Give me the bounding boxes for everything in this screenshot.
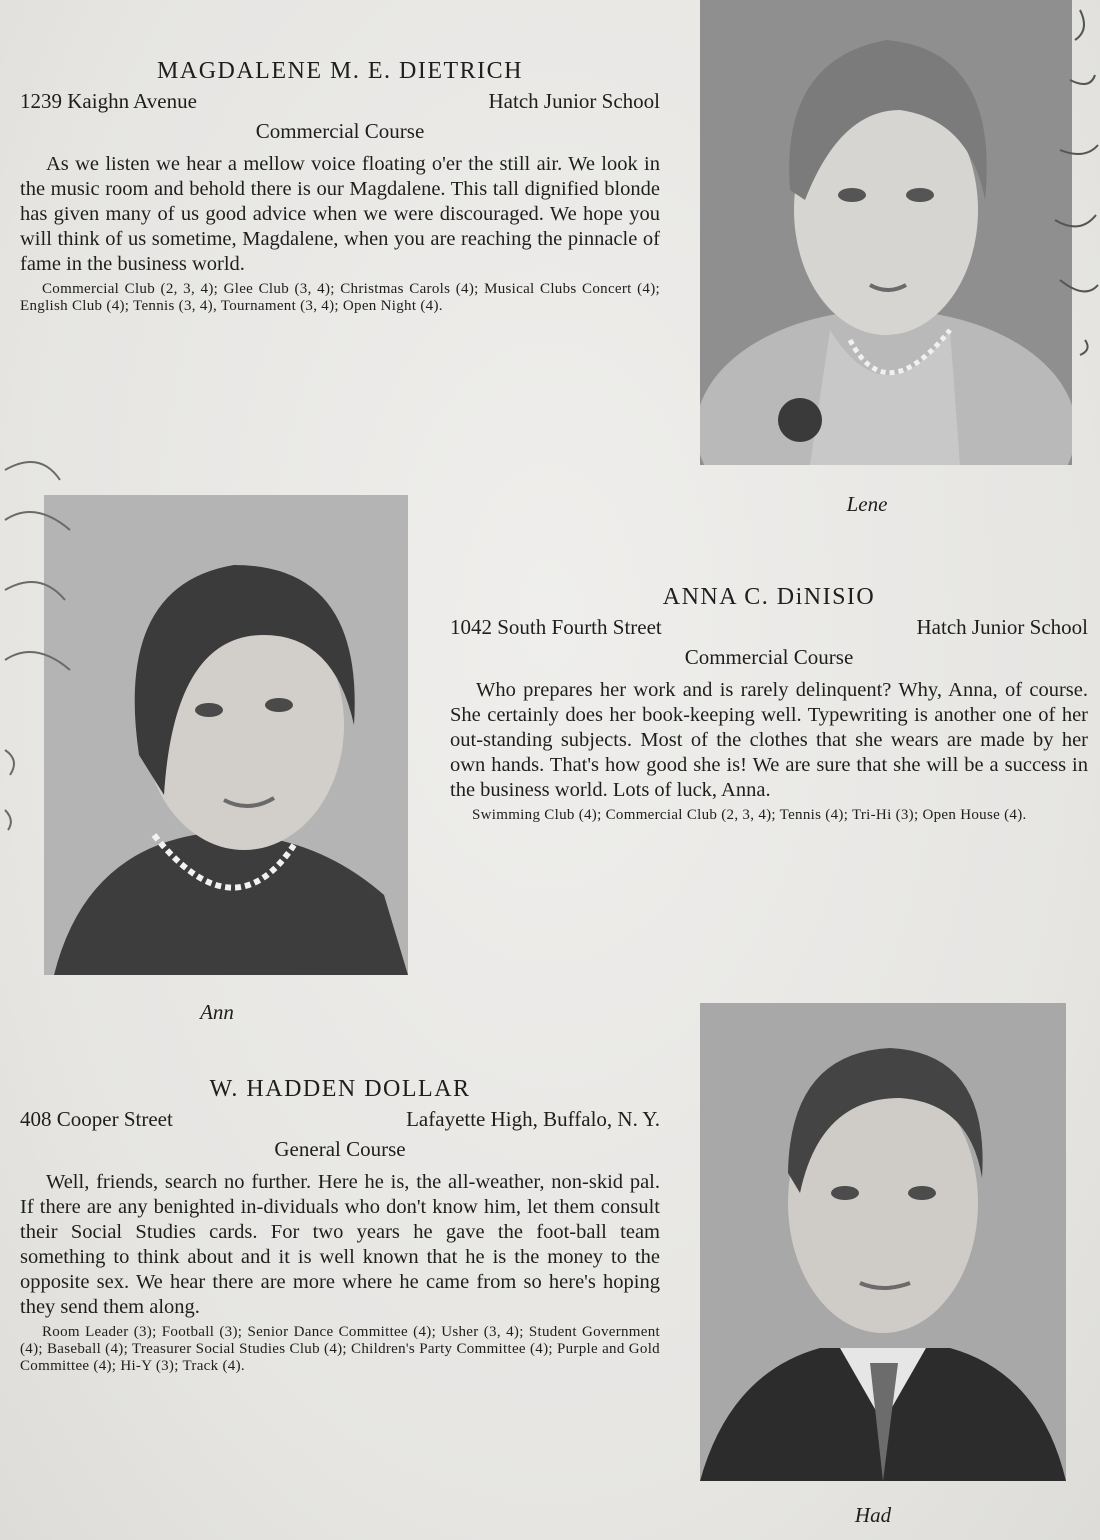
student-address: 408 Cooper Street	[20, 1107, 173, 1131]
course-name: Commercial Course	[684, 645, 854, 669]
handwriting-scribble	[0, 430, 80, 850]
address-row	[20, 1104, 660, 1134]
portrait-photo-dollar	[700, 1003, 1066, 1481]
student-address: 1042 South Fourth Street	[450, 615, 662, 639]
address-row	[450, 612, 1088, 642]
student-entry-dinisio	[450, 582, 1088, 824]
student-bio: Who prepares her work and is rarely delinquent? Why, Anna, of course. She certainly does her book-keeping well. Typewriting is another one of her out-standing subjects. Most of the clothes that she wears are made by her own hands. That's how good she is! We are sure that she will be a success in the business world. Lots of luck, Anna.	[450, 679, 1088, 801]
portrait-photo-dinisio	[44, 495, 408, 975]
student-entry-dollar	[20, 1074, 660, 1375]
student-address: 1239 Kaighn Avenue	[20, 89, 197, 113]
nickname: Lene	[846, 492, 888, 516]
address-row	[20, 86, 660, 116]
prior-school: Lafayette High, Buffalo, N. Y.	[406, 1107, 660, 1131]
course-name: Commercial Course	[255, 119, 425, 143]
student-name: ANNA C. DiNISIO	[662, 584, 876, 610]
student-activities: Room Leader (3); Football (3); Senior Dance Committee (4); Usher (3, 4); Student Government (4); Baseball (4); Treasurer Social Studies Club (4); Children's Party Committee (4); Purple and Gold Committee (4); Hi-Y (3); Track (4).	[20, 1324, 660, 1374]
student-entry-dietrich	[20, 56, 660, 315]
student-activities: Commercial Club (2, 3, 4); Glee Club (3, 4); Christmas Carols (4); Musical Clubs Concert (4); English Club (4); Tennis (3, 4), Tournament (3, 4); Open Night (4).	[20, 281, 660, 314]
student-bio: As we listen we hear a mellow voice floating o'er the still air. We look in the music room and behold there is our Magdalene. This tall dignified blonde has given many of us good advice when we were discouraged. We hope you will think of us sometime, Magdalene, when you are reaching the pinnacle of fame in the business world.	[20, 153, 660, 275]
prior-school: Hatch Junior School	[488, 89, 660, 113]
handwriting-scribble	[1030, 0, 1100, 370]
portrait-photo-dietrich	[700, 0, 1072, 465]
prior-school: Hatch Junior School	[916, 615, 1088, 639]
student-name: W. HADDEN DOLLAR	[209, 1076, 471, 1102]
nickname: Ann	[200, 1000, 234, 1024]
course-name: General Course	[274, 1137, 406, 1161]
nickname: Had	[854, 1503, 892, 1527]
student-activities: Swimming Club (4); Commercial Club (2, 3, 4); Tennis (4); Tri-Hi (3); Open House (4).	[472, 807, 1027, 823]
student-bio: Well, friends, search no further. Here he is, the all-weather, non-skid pal. If there are any benighted in-dividuals who don't know him, let them consult their Social Studies cards. For two years he gave the foot-ball team something to think about and it is well known that he is the money to the opposite sex. We hear there are more where he came from so here's hoping they send them along.	[20, 1171, 660, 1318]
student-name: MAGDALENE M. E. DIETRICH	[157, 58, 523, 84]
